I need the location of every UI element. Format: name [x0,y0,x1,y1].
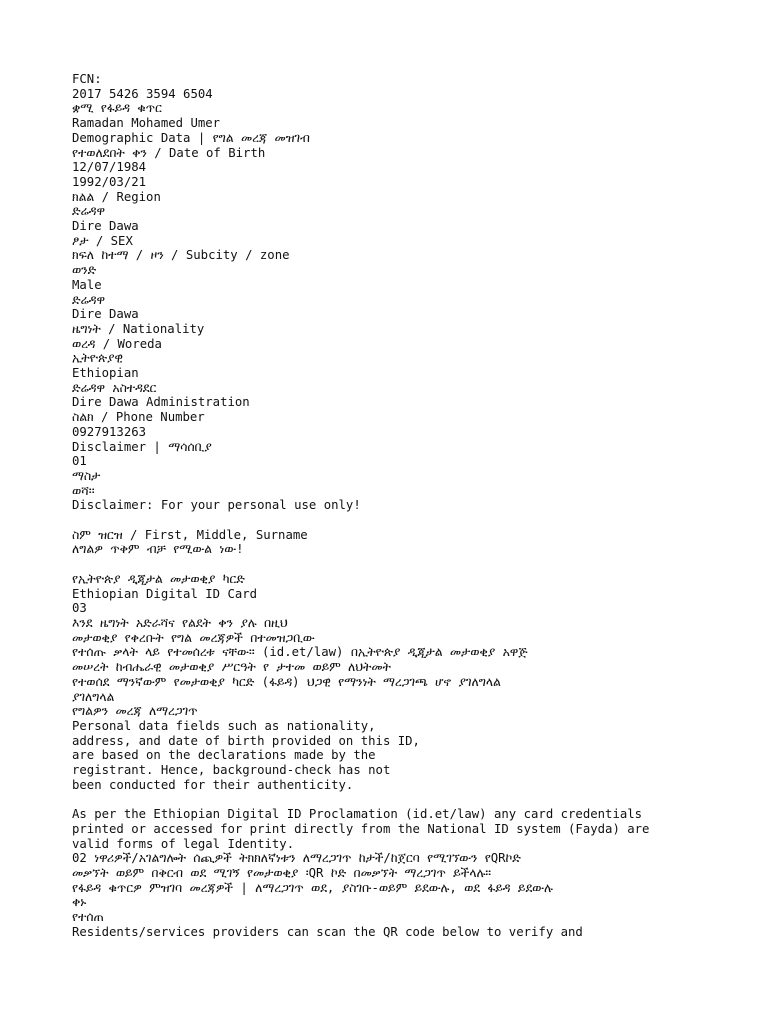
text-line: ድሬዳዋ [72,292,105,307]
text-line: ወሻ፡፡ [72,483,95,498]
text-line: 2017 5426 3594 6504 [72,86,213,101]
text-line: ወረዳ / Woreda [72,336,162,351]
text-line: As per the Ethiopian Digital ID Proclamation (id.et/law) any card credentials [72,807,643,822]
text-line: ዜግነት / Nationality [72,321,205,336]
text-line: ድሬዳዋ አስተዳደር [72,380,157,395]
text-line: valid forms of legal Identity. [72,836,295,851]
text-line: ለግልዎ ጥቅም ብቻ የሚውል ነው! [72,542,244,557]
text-line: ኢትዮጵያዊ [72,351,123,366]
text-line: Disclaimer | ማሳሰቢያ [72,439,212,454]
text-line: registrant. Hence, background-check has not [72,763,391,778]
text-line: መሠረት ከብሔራዊ መታወቂያ ሥርዓት የ ታተመ ወይም ለህትመት [72,660,391,675]
text-line: 02 ነዋሪዎች/አገልግሎት ሰጪዎች ትክክለኛነቱን ለማረጋገጥ ከታች/ከጀርባ የሚገኘውን የQRኮድ [72,851,521,866]
text-line: እንደ ዜግነት አድራሻና የልደት ቀን ያሉ በዚህ [72,615,288,630]
text-line: የተሰጠ [72,910,104,925]
text-line: are based on the declarations made by the [72,748,376,763]
text-line: ስልክ / Phone Number [72,410,205,425]
text-line: Disclaimer: For your personal use only! [72,498,361,513]
text-line: 1992/03/21 [72,174,147,189]
text-line: Ethiopian Digital ID Card [72,586,258,601]
text-line: የኢትዮጵያ ዲጂታል መታወቂያ ካርድ [72,571,245,586]
text-line: ያገለግላል [72,689,115,704]
text-line: ክፍለ ከተማ / ዞን / Subcity / zone [72,248,290,263]
text-line: ፆታ / SEX [72,233,133,248]
text-line: ማስታ [72,468,101,483]
text-line: ቀኑ [72,895,87,910]
text-line: FCN: [72,72,102,86]
text-line: የተወለደበት ቀን / Date of Birth [72,145,266,160]
text-line: printed or accessed for print directly from the National ID system (Fayda) are [72,821,650,836]
text-line: Ramadan Mohamed Umer [72,116,221,131]
text-line: የግልዎን መረጃ ለማረጋገጥ [72,704,198,719]
id-card-text-document [72,72,692,939]
text-line: Dire Dawa [72,307,139,322]
text-line: ስም ዝርዝ / First, Middle, Surname [72,527,308,542]
text-line [72,557,692,572]
text-line: been conducted for their authenticity. [72,777,354,792]
text-line [72,513,692,528]
text-line: 01 [72,454,87,469]
text-line: ወንድ [72,263,97,278]
text-line: የፋይዳ ቁጥርዎ ምዝገባ መረጃዎች | ለማረጋገጥ ወደ, ያስገቡ-ወይም ይደውሉ, ወደ ፋይዳ ይደውሉ [72,880,553,895]
text-line: የተወሰደ ማንኛውም የመታወቂያ ካርድ (ፋይዳ) ህጋዊ የማንነት ማረጋገጫ ሆኖ ያገለግላል [72,674,501,689]
text-line: 03 [72,601,87,616]
text-line: ቋሚ የፋይዳ ቁጥር [72,101,162,116]
text-line: address, and date of birth provided on this ID, [72,733,420,748]
text-line: የተሰጡ ቃላት ላይ የተመሰረቱ ናቸው። (id.et/law) በኢትዮጵያ ዲጂታል መታወቂያ አዋጅ [72,645,528,660]
text-line: 0927913263 [72,424,147,439]
text-line: Demographic Data | የግል መረጃ መዝገብ [72,130,310,145]
text-line: ድሬዳዋ [72,204,105,219]
text-line: Male [72,277,102,292]
text-line: መቃኘት ወይም በቅርብ ወደ ሚገኝ የመታወቂያ ፡QR ኮድ በመቃኘት ማረጋገጥ ይችላሉ። [72,865,492,880]
text-line: Dire Dawa [72,219,139,234]
text-line: ክልል / Region [72,189,161,204]
text-line: Personal data fields such as nationality, [72,718,376,733]
text-line: Dire Dawa Administration [72,395,250,410]
text-line: 12/07/1984 [72,160,147,175]
text-line: Ethiopian [72,366,139,381]
text-line [72,792,692,807]
text-line: Residents/services providers can scan the QR code below to verify and [72,924,583,939]
text-line: መታወቂያ የቀረቡት የግል መረጃዎች በተመዝጋቢው [72,630,315,645]
